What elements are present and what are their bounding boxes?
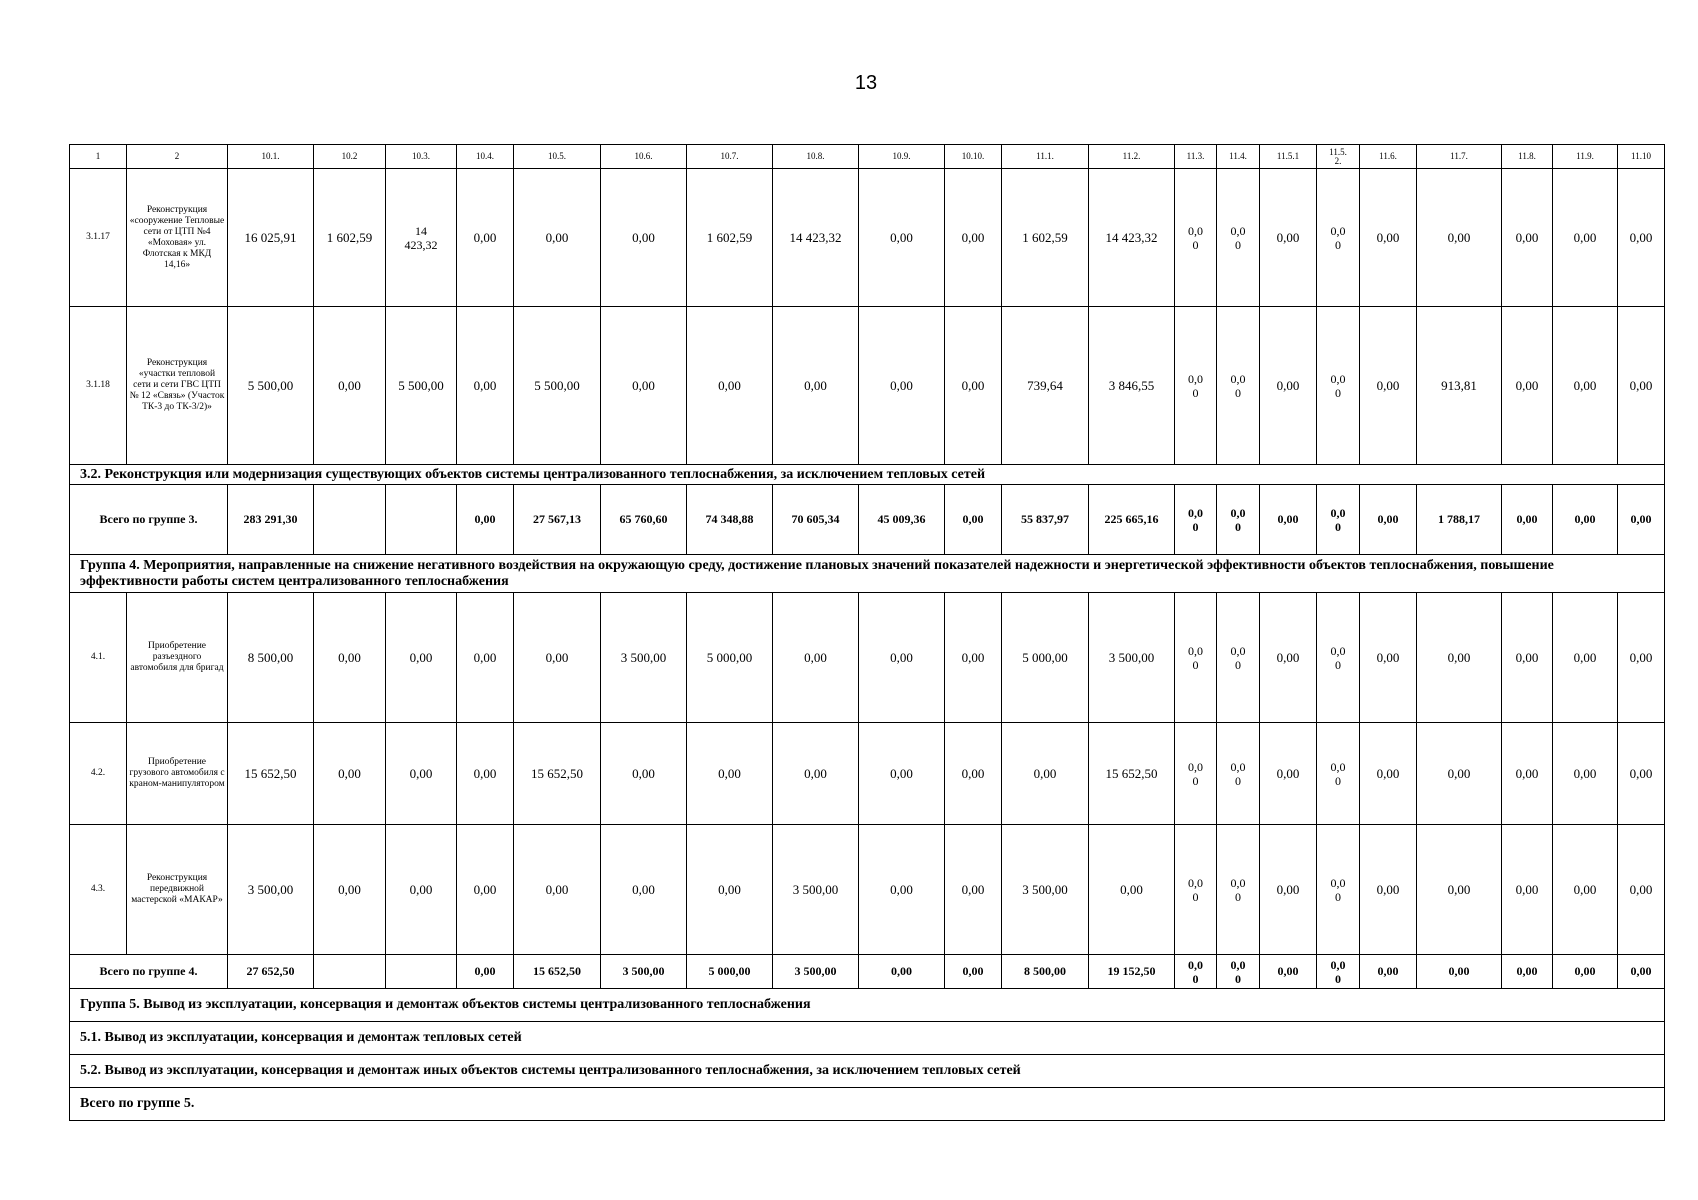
table-cell: 14 423,32: [386, 169, 457, 307]
item-name-cell: Реконструкция «участки тепловой сети и сети ГВС ЦТП № 12 «Связь» (Участок ТК-3 до ТК-3/2)»: [127, 307, 228, 465]
table-cell: 0,00: [1260, 307, 1317, 465]
table-cell: 0,00: [1360, 723, 1417, 825]
table-cell: 913,81: [1417, 307, 1502, 465]
column-number-cell: 10.2: [314, 145, 386, 169]
table-cell: 27 652,50: [228, 955, 314, 989]
column-number-cell: 11.5. 2.: [1317, 145, 1360, 169]
table-cell: 0,0 0: [1175, 485, 1217, 555]
table-cell: 0,00: [1260, 169, 1317, 307]
table-cell: 0,00: [1553, 593, 1618, 723]
table-cell: 19 152,50: [1089, 955, 1175, 989]
table-cell: 0,00: [945, 593, 1002, 723]
section-heading-row: [70, 989, 1665, 1022]
section-heading-row: [70, 1088, 1665, 1121]
table-cell: [386, 955, 457, 989]
table-cell: 14 423,32: [1089, 169, 1175, 307]
column-number-cell: 11.4.: [1217, 145, 1260, 169]
table-cell: 5 000,00: [687, 593, 773, 723]
table-cell: 0,00: [1260, 723, 1317, 825]
section-heading: Группа 5. Вывод из эксплуатации, консервация и демонтаж объектов системы централизованного теплоснабжения: [70, 989, 1665, 1022]
table-cell: 0,00: [314, 723, 386, 825]
table-cell: 0,00: [1360, 955, 1417, 989]
table-cell: 0,00: [1553, 955, 1618, 989]
table-cell: 0,00: [1618, 593, 1665, 723]
section-heading: 5.1. Вывод из эксплуатации, консервация и демонтаж тепловых сетей: [70, 1022, 1665, 1055]
column-number-cell: 1: [70, 145, 127, 169]
table-cell: 0,00: [514, 593, 601, 723]
table-cell: 16 025,91: [228, 169, 314, 307]
table-cell: 0,0 0: [1217, 307, 1260, 465]
table-cell: 0,00: [601, 307, 687, 465]
table-cell: 0,00: [601, 825, 687, 955]
table-cell: 15 652,50: [514, 955, 601, 989]
table-cell: 0,00: [945, 825, 1002, 955]
table-row: [70, 723, 1665, 825]
table-cell: 0,0 0: [1217, 485, 1260, 555]
table-cell: 0,00: [1502, 485, 1553, 555]
table-cell: 0,00: [945, 955, 1002, 989]
table-cell: [386, 485, 457, 555]
table-cell: 0,0 0: [1317, 307, 1360, 465]
table-cell: 0,0 0: [1317, 593, 1360, 723]
table-cell: 0,00: [457, 485, 514, 555]
table-cell: 3 500,00: [1089, 593, 1175, 723]
table-cell: 0,00: [1618, 955, 1665, 989]
page-number: 13: [854, 72, 878, 94]
table-cell: 0,0 0: [1217, 593, 1260, 723]
table-cell: 0,00: [386, 825, 457, 955]
table-cell: 0,00: [773, 307, 859, 465]
item-number-cell: 3.1.18: [70, 307, 127, 465]
table-cell: 0,00: [945, 169, 1002, 307]
investment-program-table: [69, 144, 1665, 1121]
table-cell: 0,00: [859, 593, 945, 723]
table-cell: 1 602,59: [1002, 169, 1089, 307]
table-cell: 0,00: [601, 169, 687, 307]
column-number-cell: 2: [127, 145, 228, 169]
table-cell: 5 500,00: [514, 307, 601, 465]
table-cell: 0,00: [1417, 723, 1502, 825]
column-number-cell: 10.6.: [601, 145, 687, 169]
table-cell: 1 602,59: [314, 169, 386, 307]
table-cell: 8 500,00: [1002, 955, 1089, 989]
table-cell: 0,00: [945, 307, 1002, 465]
table-cell: 3 500,00: [601, 593, 687, 723]
item-number-cell: 4.1.: [70, 593, 127, 723]
table-cell: 0,00: [1360, 825, 1417, 955]
column-number-cell: 11.5.1: [1260, 145, 1317, 169]
table-cell: 8 500,00: [228, 593, 314, 723]
table-cell: 0,00: [687, 825, 773, 955]
table-cell: 3 500,00: [601, 955, 687, 989]
table-cell: 0,00: [1553, 485, 1618, 555]
table-cell: 0,0 0: [1317, 723, 1360, 825]
table-cell: 0,00: [314, 825, 386, 955]
table-row: [70, 825, 1665, 955]
table-cell: 0,00: [1360, 593, 1417, 723]
table-cell: 0,00: [314, 307, 386, 465]
table-cell: 5 500,00: [228, 307, 314, 465]
table-cell: 1 788,17: [1417, 485, 1502, 555]
table-cell: [314, 955, 386, 989]
table-cell: 0,00: [1553, 307, 1618, 465]
table-cell: 55 837,97: [1002, 485, 1089, 555]
table-cell: 0,00: [1553, 825, 1618, 955]
table-cell: 0,00: [1618, 169, 1665, 307]
table-cell: 5 500,00: [386, 307, 457, 465]
table-cell: [314, 485, 386, 555]
table-cell: 0,00: [314, 593, 386, 723]
table-cell: 0,00: [773, 723, 859, 825]
table-cell: 0,00: [457, 169, 514, 307]
item-name-cell: Реконструкция передвижной мастерской «МАКАР»: [127, 825, 228, 955]
table-cell: 0,00: [457, 825, 514, 955]
table-cell: 0,00: [1417, 955, 1502, 989]
table-cell: 0,00: [457, 723, 514, 825]
group-total-row: [70, 485, 1665, 555]
table-cell: 0,00: [945, 485, 1002, 555]
column-number-cell: 11.7.: [1417, 145, 1502, 169]
column-number-cell: 11.2.: [1089, 145, 1175, 169]
column-number-cell: 10.9.: [859, 145, 945, 169]
table-cell: 0,00: [1502, 169, 1553, 307]
table-cell: 14 423,32: [773, 169, 859, 307]
table-cell: 283 291,30: [228, 485, 314, 555]
table-cell: 15 652,50: [1089, 723, 1175, 825]
table-cell: 0,0 0: [1217, 169, 1260, 307]
column-number-cell: 11.9.: [1553, 145, 1618, 169]
table-cell: 0,00: [386, 723, 457, 825]
table-cell: 3 500,00: [773, 955, 859, 989]
table-cell: 5 000,00: [1002, 593, 1089, 723]
column-number-cell: 11.8.: [1502, 145, 1553, 169]
table-cell: 0,0 0: [1217, 825, 1260, 955]
item-number-cell: 4.3.: [70, 825, 127, 955]
table-cell: 0,00: [1502, 307, 1553, 465]
table-cell: 0,0 0: [1217, 723, 1260, 825]
table-cell: 0,00: [945, 723, 1002, 825]
table-cell: 0,0 0: [1175, 955, 1217, 989]
item-name-cell: Приобретение разъездного автомобиля для бригад: [127, 593, 228, 723]
column-number-cell: 10.5.: [514, 145, 601, 169]
table-cell: 45 009,36: [859, 485, 945, 555]
table-cell: 0,00: [386, 593, 457, 723]
section-heading: 3.2. Реконструкция или модернизация существующих объектов системы централизованного теплоснабжения, за исключением тепловых сетей: [70, 465, 1665, 485]
table-cell: 0,0 0: [1175, 169, 1217, 307]
table-cell: 0,00: [1002, 723, 1089, 825]
table-cell: 0,00: [1553, 169, 1618, 307]
table-cell: 739,64: [1002, 307, 1089, 465]
table-cell: 0,00: [1360, 307, 1417, 465]
table-row: [70, 169, 1665, 307]
table-cell: 0,0 0: [1175, 825, 1217, 955]
section-heading-row: [70, 1022, 1665, 1055]
table-cell: 0,0 0: [1217, 955, 1260, 989]
table-cell: 3 846,55: [1089, 307, 1175, 465]
column-number-cell: 11.6.: [1360, 145, 1417, 169]
table-cell: 0,00: [859, 825, 945, 955]
column-number-cell: 10.4.: [457, 145, 514, 169]
table-cell: 0,00: [1260, 825, 1317, 955]
section-heading: Всего по группе 5.: [70, 1088, 1665, 1121]
table-cell: 0,00: [1260, 593, 1317, 723]
section-heading-row: [70, 1055, 1665, 1088]
column-number-cell: 11.3.: [1175, 145, 1217, 169]
table-cell: 15 652,50: [228, 723, 314, 825]
table-cell: 15 652,50: [514, 723, 601, 825]
table-cell: 0,00: [1502, 723, 1553, 825]
table-cell: 0,00: [859, 169, 945, 307]
table-row: [70, 307, 1665, 465]
table-cell: 0,00: [1089, 825, 1175, 955]
table-cell: 0,0 0: [1317, 485, 1360, 555]
table-cell: 0,00: [1618, 825, 1665, 955]
table-cell: 70 605,34: [773, 485, 859, 555]
table-cell: 0,00: [1260, 485, 1317, 555]
table-cell: 0,00: [1618, 723, 1665, 825]
table-cell: 0,00: [601, 723, 687, 825]
table-cell: 0,0 0: [1317, 169, 1360, 307]
table-cell: 0,0 0: [1175, 593, 1217, 723]
table-cell: 0,00: [1417, 593, 1502, 723]
table-cell: 0,00: [1360, 169, 1417, 307]
table-cell: 0,0 0: [1175, 723, 1217, 825]
item-number-cell: 4.2.: [70, 723, 127, 825]
section-heading: 5.2. Вывод из эксплуатации, консервация и демонтаж иных объектов системы централизованного теплоснабжения, за исключением тепловых сетей: [70, 1055, 1665, 1088]
table-cell: 0,00: [1553, 723, 1618, 825]
table-cell: 0,00: [457, 955, 514, 989]
table-cell: 225 665,16: [1089, 485, 1175, 555]
table-cell: 3 500,00: [228, 825, 314, 955]
column-number-cell: 10.1.: [228, 145, 314, 169]
table-cell: 0,00: [687, 723, 773, 825]
table-cell: 0,00: [773, 593, 859, 723]
table-cell: 5 000,00: [687, 955, 773, 989]
table-cell: 0,00: [514, 825, 601, 955]
column-number-cell: 10.7.: [687, 145, 773, 169]
group-total-label: Всего по группе 4.: [70, 955, 228, 989]
table-cell: 0,00: [859, 955, 945, 989]
table-cell: 0,00: [1502, 825, 1553, 955]
table-cell: 0,00: [687, 307, 773, 465]
column-number-cell: 10.8.: [773, 145, 859, 169]
group-total-label: Всего по группе 3.: [70, 485, 228, 555]
table-cell: 3 500,00: [1002, 825, 1089, 955]
item-number-cell: 3.1.17: [70, 169, 127, 307]
table-cell: 0,00: [1260, 955, 1317, 989]
item-name-cell: Приобретение грузового автомобиля с краном-манипулятором: [127, 723, 228, 825]
table-cell: 0,00: [514, 169, 601, 307]
table-cell: 27 567,13: [514, 485, 601, 555]
table-cell: 0,0 0: [1317, 825, 1360, 955]
table-cell: 0,0 0: [1175, 307, 1217, 465]
table-cell: 3 500,00: [773, 825, 859, 955]
table-cell: 0,00: [1618, 307, 1665, 465]
table-row: [70, 593, 1665, 723]
item-name-cell: Реконструкция «сооружение Тепловые сети от ЦТП №4 «Моховая» ул. Флотская к МКД 14,16»: [127, 169, 228, 307]
table-cell: 0,0 0: [1317, 955, 1360, 989]
section-heading-row: [70, 555, 1665, 593]
table-cell: 0,00: [1417, 169, 1502, 307]
group-total-row: [70, 955, 1665, 989]
table-cell: 0,00: [1502, 593, 1553, 723]
column-number-cell: 11.1.: [1002, 145, 1089, 169]
table-cell: 0,00: [859, 307, 945, 465]
table-cell: 65 760,60: [601, 485, 687, 555]
table-cell: 0,00: [1618, 485, 1665, 555]
column-number-cell: 10.10.: [945, 145, 1002, 169]
table-cell: 0,00: [457, 307, 514, 465]
column-number-cell: 10.3.: [386, 145, 457, 169]
table-cell: 0,00: [457, 593, 514, 723]
column-number-cell: 11.10: [1618, 145, 1665, 169]
table-cell: 0,00: [1502, 955, 1553, 989]
table-cell: 0,00: [859, 723, 945, 825]
table-cell: 0,00: [1417, 825, 1502, 955]
table-cell: 74 348,88: [687, 485, 773, 555]
section-heading-row: [70, 465, 1665, 485]
section-heading: Группа 4. Мероприятия, направленные на снижение негативного воздействия на окружающую среду, достижение плановых значений показателей надежности и энергетической эффективности объектов теплоснабжения, повышение эффективности работы систем централизованного теплоснабжения: [70, 555, 1665, 593]
table-cell: 1 602,59: [687, 169, 773, 307]
table-cell: 0,00: [1360, 485, 1417, 555]
column-number-row: [70, 145, 1665, 169]
